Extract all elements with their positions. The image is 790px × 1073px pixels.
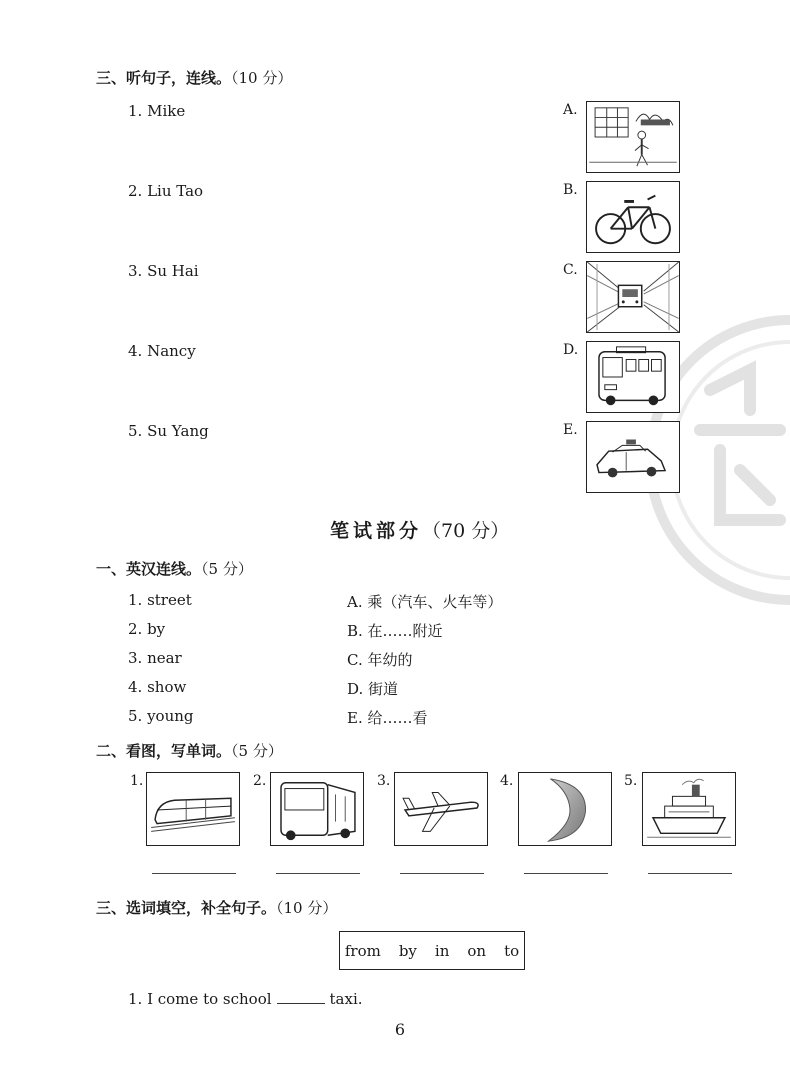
word-picture-5 xyxy=(642,772,736,846)
bicycle-icon xyxy=(587,182,679,252)
boy-walking-street-icon xyxy=(587,102,679,172)
picture-e xyxy=(586,421,680,493)
picture-number-4: 4. xyxy=(500,773,514,789)
picture-d xyxy=(586,341,680,413)
section3-heading: 三、选词填空，补全句子。（10 分） xyxy=(96,899,338,917)
train-icon xyxy=(147,773,239,845)
vocab-meaning-c: C. 年幼的 xyxy=(347,651,413,669)
word-picture-2 xyxy=(270,772,364,846)
option-letter-b: B. xyxy=(563,182,578,198)
moon-icon xyxy=(519,773,611,845)
vocab-word-5: 5. young xyxy=(128,707,194,725)
page-number: 6 xyxy=(394,1020,406,1039)
word-bank-word: in xyxy=(434,941,450,960)
vocab-meaning-b: B. 在……附近 xyxy=(347,622,443,640)
listening-name-4: 4. Nancy xyxy=(128,342,196,360)
answer-line-5[interactable] xyxy=(648,873,732,874)
vocab-word-2: 2. by xyxy=(128,620,166,638)
picture-number-2: 2. xyxy=(253,773,267,789)
subway-tunnel-icon xyxy=(587,262,679,332)
section2-heading: 二、看图，写单词。（5 分） xyxy=(96,742,283,760)
word-bank-word: on xyxy=(467,941,487,960)
answer-line-3[interactable] xyxy=(400,873,484,874)
vocab-word-3: 3. near xyxy=(128,649,182,667)
listening-name-2: 2. Liu Tao xyxy=(128,182,204,200)
vocab-meaning-a: A. 乘（汽车、火车等） xyxy=(347,593,503,611)
word-bank-word: by xyxy=(398,941,417,960)
word-picture-4 xyxy=(518,772,612,846)
option-letter-e: E. xyxy=(563,422,578,438)
word-bank-box xyxy=(339,931,525,970)
picture-number-3: 3. xyxy=(377,773,391,789)
fill-question-1: 1. I come to school taxi. xyxy=(128,990,363,1008)
listening-name-1: 1. Mike xyxy=(128,102,186,120)
option-letter-d: D. xyxy=(563,342,579,358)
option-letter-c: C. xyxy=(563,262,578,278)
vocab-word-1: 1. street xyxy=(128,591,192,609)
plane-icon xyxy=(395,773,487,845)
answer-line-1[interactable] xyxy=(152,873,236,874)
option-letter-a: A. xyxy=(563,102,578,118)
section1-heading: 一、英汉连线。（5 分） xyxy=(96,560,253,578)
word-picture-1 xyxy=(146,772,240,846)
answer-line-4[interactable] xyxy=(524,873,608,874)
listening-name-5: 5. Su Yang xyxy=(128,422,209,440)
picture-number-1: 1. xyxy=(130,773,144,789)
listening-heading: 三、听句子，连线。（10 分） xyxy=(96,69,293,87)
vocab-meaning-d: D. 街道 xyxy=(347,680,399,698)
ship-icon xyxy=(643,773,735,845)
picture-number-5: 5. xyxy=(624,773,638,789)
word-picture-3 xyxy=(394,772,488,846)
word-bank-word: to xyxy=(504,941,520,960)
vocab-word-4: 4. show xyxy=(128,678,187,696)
picture-b xyxy=(586,181,680,253)
answer-line-2[interactable] xyxy=(276,873,360,874)
bus-icon xyxy=(271,773,363,845)
bus-icon xyxy=(587,342,679,412)
fill-blank-1[interactable] xyxy=(277,1003,325,1004)
written-part-title: 笔试部分（70 分） xyxy=(330,520,510,542)
vocab-meaning-e: E. 给……看 xyxy=(347,709,428,727)
listening-name-3: 3. Su Hai xyxy=(128,262,199,280)
taxi-icon xyxy=(587,422,679,492)
picture-c xyxy=(586,261,680,333)
picture-a xyxy=(586,101,680,173)
word-bank-word: from xyxy=(344,941,381,960)
